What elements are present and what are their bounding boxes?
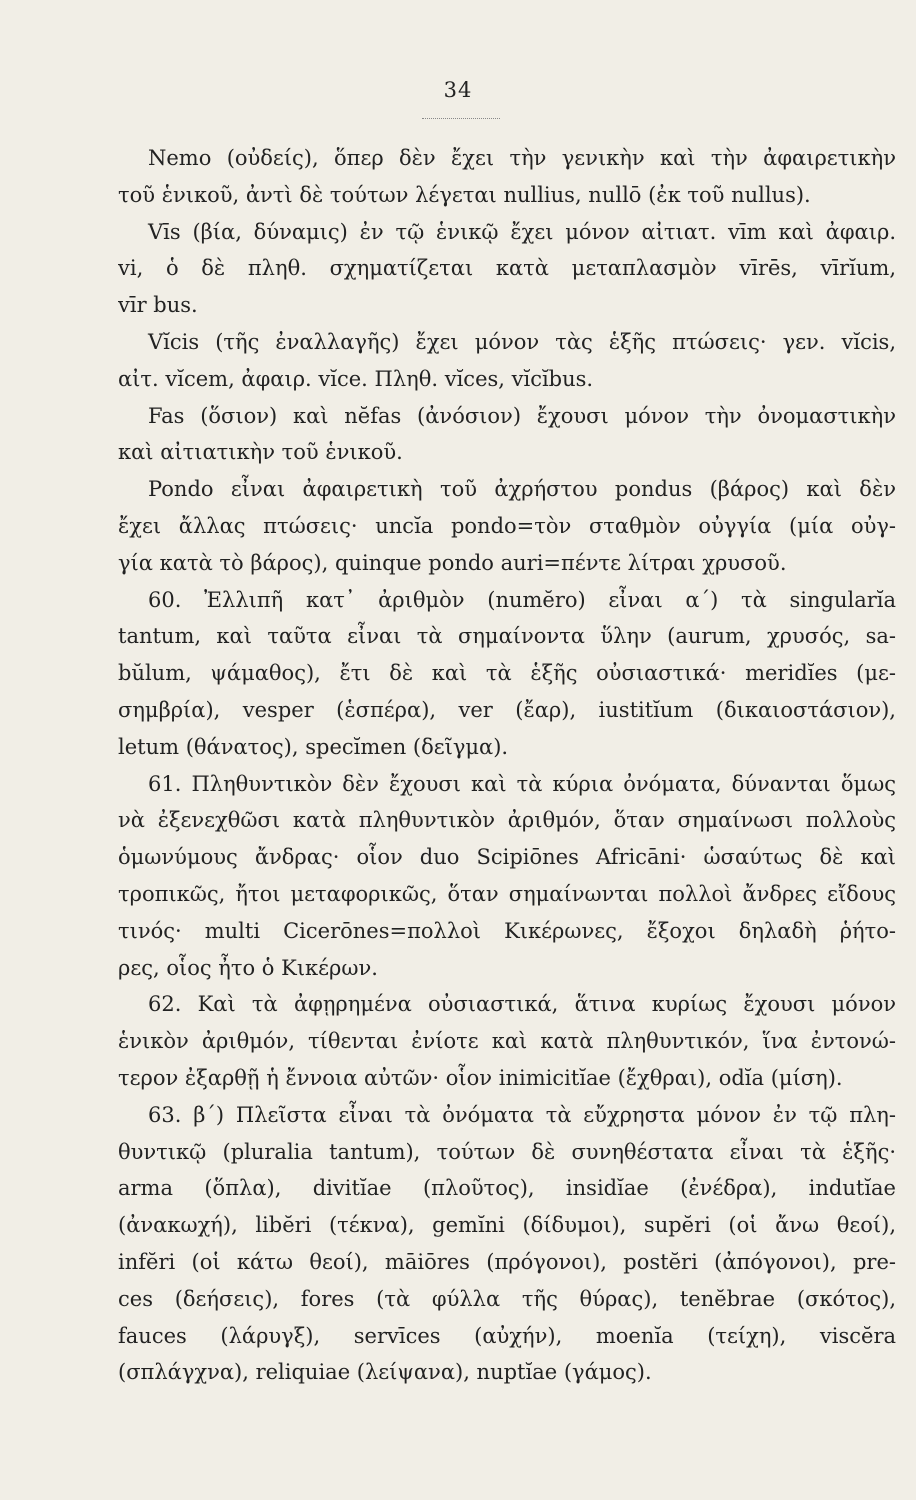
text-line: 62. Καὶ τὰ ἀφῃρημένα οὐσιαστικά, ἅτινα κυρίως ἔχουσι μόνον [148,992,896,1017]
text-line: (σπλάγχνα), reliquiae (λείψανα), nuptĭae (γάμος). [118,1360,652,1385]
text-line: Vĭcis (τῆς ἐναλλαγῆς) ἔχει μόνον τὰς ἑξῆς πτώσεις· γεν. vĭcis, [148,329,896,354]
text-line: τοῦ ἑνικοῦ, ἀντὶ δὲ τούτων λέγεται nullius, nullō (ἐκ τοῦ nullus). [118,182,811,207]
body-text [118,140,896,1391]
text-line: τερον ἐξαρθῇ ἡ ἔννοια αὐτῶν· οἷον inimicitĭae (ἔχθραι), odĭa (μίση). [118,1065,843,1090]
text-line: vīr bus. [118,293,198,318]
page-number: 34 [443,78,473,102]
text-line: σημβρία), vesper (ἑσπέρα), ver (ἔαρ), iustitĭum (δικαιοστάσιον), [118,697,896,722]
text-line: bŭlum, ψάμαθος), ἔτι δὲ καὶ τὰ ἑξῆς οὐσιαστικά· meridĭes (με- [118,661,896,686]
text-line: ces (δεήσεις), fores (τὰ φύλλα τῆς θύρας), tenĕbrae (σκότος), [118,1286,896,1311]
text-line: 63. β΄) Πλεῖστα εἶναι τὰ ὀνόματα τὰ εὔχρηστα μόνον ἐν τῷ πλη- [148,1102,896,1127]
text-line: Pondo εἶναι ἀφαιρετικὴ τοῦ ἀχρήστου pondus (βάρος) καὶ δὲν [148,477,896,502]
text-line: αἰτ. vĭcem, ἀφαιρ. vĭce. Πληθ. vĭces, vĭcĭbus. [118,366,594,391]
text-line: γία κατὰ τὸ βάρος), quinque pondo auri=πέντε λίτραι χρυσοῦ. [118,550,787,575]
text-line: ἑνικὸν ἀριθμόν, τίθενται ἐνίοτε καὶ κατὰ πληθυντικόν, ἵνα ἐντονώ- [118,1029,896,1054]
page-number-rule [422,118,500,119]
text-line: ἔχει ἄλλας πτώσεις· uncĭa pondo=τὸν σταθμὸν οὐγγία (μία οὐγ- [118,513,896,538]
text-line: Nemo (οὐδείς), ὅπερ δὲν ἔχει τὴν γενικὴν καὶ τὴν ἀφαιρετικὴν [148,146,896,170]
text-line: tantum, καὶ ταῦτα εἶναι τὰ σημαίνοντα ὕλην (aurum, χρυσός, sa- [118,624,896,649]
text-line: τροπικῶς, ἤτοι μεταφορικῶς, ὅταν σημαίνωνται πολλοὶ ἄνδρες εἴδους [118,881,896,906]
text-line: Fas (ὅσιον) καὶ nĕfas (ἀνόσιον) ἔχουσι μόνον τὴν ὀνομαστικὴν [148,403,896,428]
text-line: νὰ ἐξενεχθῶσι κατὰ πληθυντικὸν ἀριθμόν, ὅταν σημαίνωσι πολλοὺς [118,808,896,833]
text-line: infĕri (οἱ κάτω θεοί), māiōres (πρόγονοι), postĕri (ἀπόγονοι), pre- [118,1249,896,1274]
text-line: θυντικῷ (pluralia tantum), τούτων δὲ συνηθέστατα εἶναι τὰ ἑξῆς· [118,1139,896,1164]
text-line: 61. Πληθυντικὸν δὲν ἔχουσι καὶ τὰ κύρια ὀνόματα, δύνανται ὅμως [148,771,896,796]
text-line: fauces (λάρυγξ), servīces (αὐχήν), moenĭa (τείχη), viscĕra [118,1323,896,1348]
text-line: καὶ αἰτιατικὴν τοῦ ἑνικοῦ. [118,440,403,465]
text-line: 60. Ἐλλιπῆ κατ᾽ ἀριθμὸν (numĕro) εἶναι α΄) τὰ singularĭa [148,587,896,612]
text-line: (ἀνακωχή), libĕri (τέκνα), gemĭni (δίδυμοι), supĕri (οἱ ἄνω θεοί), [118,1213,896,1238]
text-line: letum (θάνατος), specĭmen (δεῖγμα). [118,734,509,759]
text-line: τινός· multi Cicerōnes=πολλοὶ Κικέρωνες, ἔξοχοι δηλαδὴ ῥήτο- [118,918,896,943]
text-line: arma (ὅπλα), divitĭae (πλοῦτος), insidĭae (ἐνέδρα), indutĭae [118,1176,896,1201]
text-line: vi, ὁ δὲ πληθ. σχηματίζεται κατὰ μεταπλασμὸν vīrēs, vīrĭum, [118,256,896,281]
text-line: ὁμωνύμους ἄνδρας· οἷον duo Scipiōnes Africāni· ὡσαύτως δὲ καὶ [118,845,896,870]
text-line: ρες, οἷος ἦτο ὁ Κικέρων. [118,955,378,980]
text-line: Vīs (βία, δύναμις) ἐν τῷ ἑνικῷ ἔχει μόνον αἰτιατ. vīm καὶ ἀφαιρ. [148,219,896,244]
